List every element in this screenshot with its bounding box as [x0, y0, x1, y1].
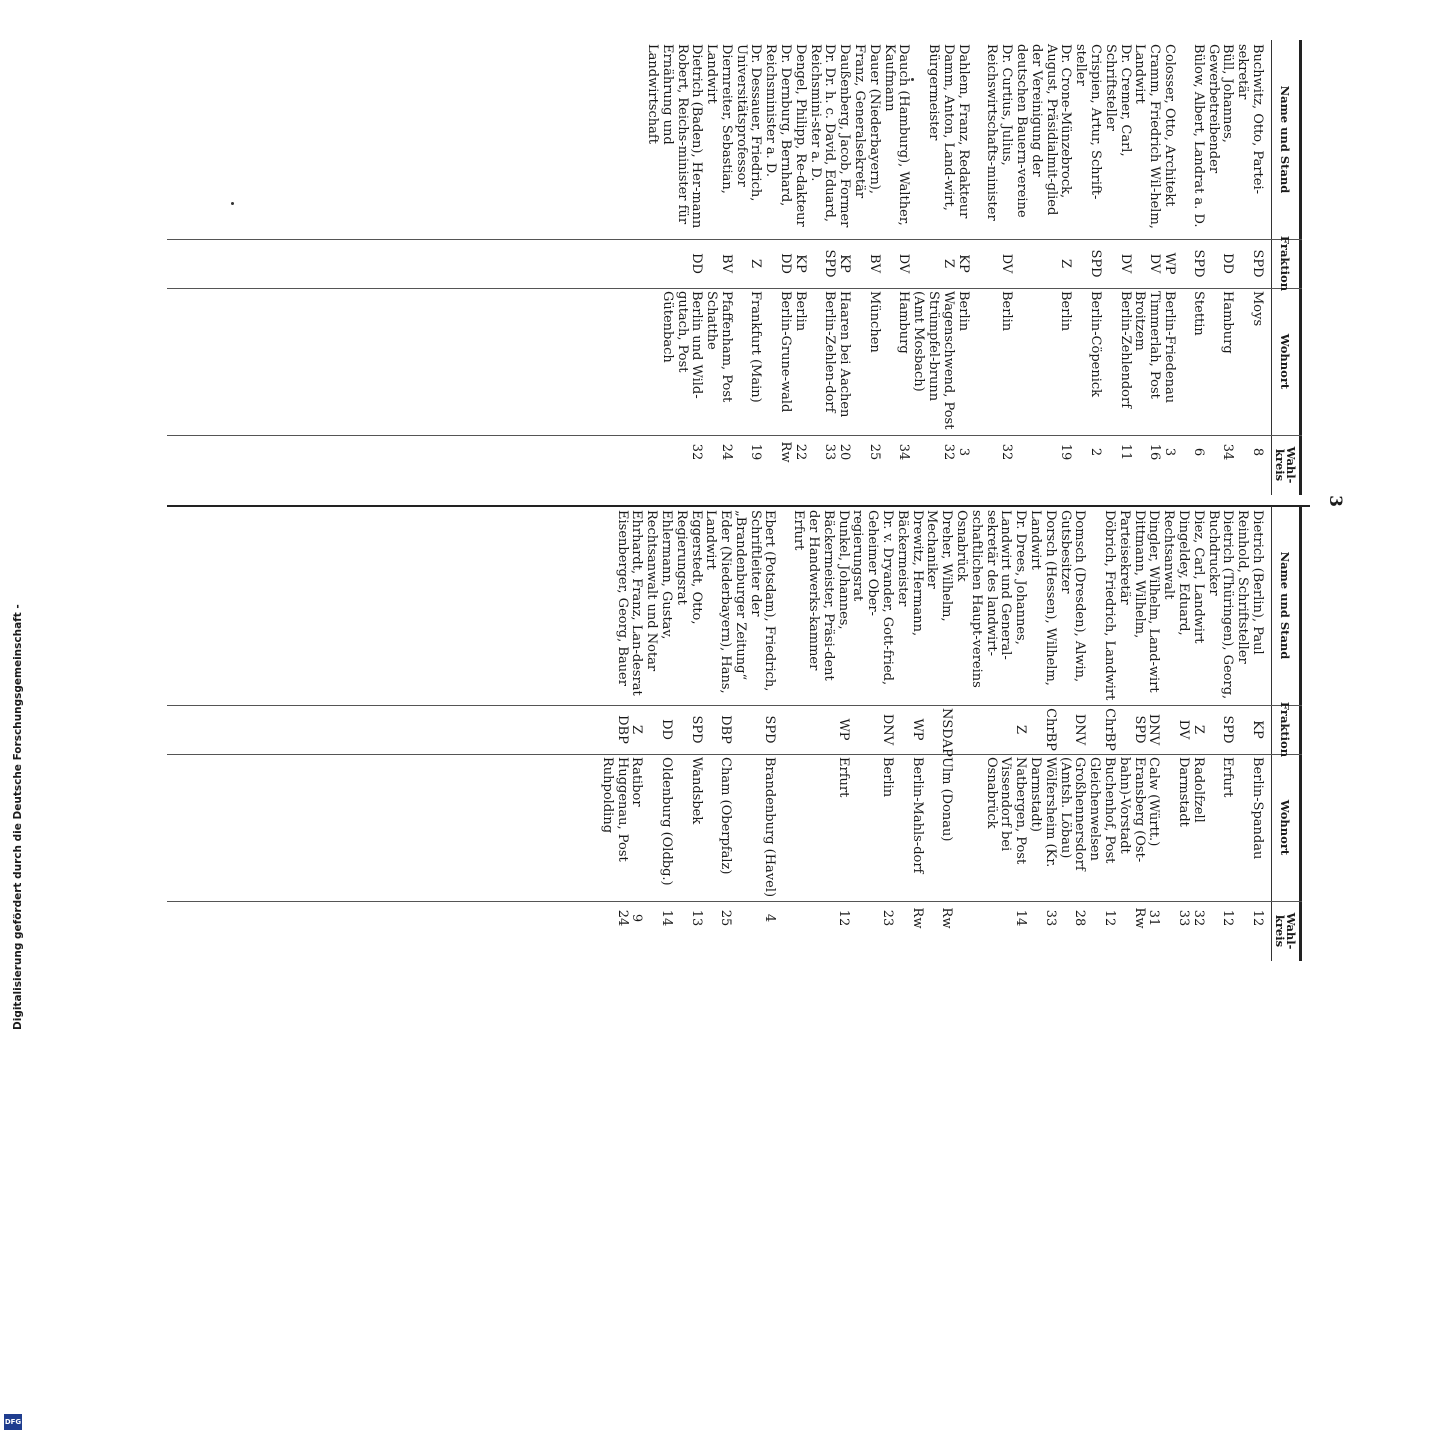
member-fraction: Z [1058, 258, 1074, 269]
table-row [1116, 506, 1146, 961]
table-row [1190, 40, 1205, 495]
member-name: Dreher, Wilhelm, Mechaniker [924, 510, 955, 622]
member-fraction: SPD [822, 249, 838, 278]
rule [1299, 40, 1302, 495]
table-row [1102, 40, 1132, 495]
member-name: Ehrhardt, Franz, Lan-desrat [629, 510, 645, 696]
member-residence: Natbergen, Post Vissendorf bei Osnabrück [983, 757, 1029, 865]
header-constituency: Wahl-kreis [1273, 446, 1298, 484]
table-row [984, 40, 1014, 495]
table-row [910, 40, 954, 495]
member-residence: Erfurt [1220, 757, 1236, 798]
member-fraction: DD [658, 719, 674, 740]
member-fraction: ChrBP [1042, 708, 1058, 751]
member-fraction: KP [792, 254, 808, 273]
member-name: Crispien, Artur, Schrift-steller [1073, 44, 1104, 200]
table-right [167, 506, 1302, 961]
member-name: Ehlermann, Gustav, Rechtsanwalt und Notar [644, 510, 674, 672]
member-constituency: 31 [1146, 909, 1162, 927]
member-residence: Berlin [880, 757, 896, 798]
member-name: Dr. Dr. h. c. David, Eduard, Reichsmini-ster a. D. [807, 44, 838, 222]
member-fraction: Z [629, 724, 645, 735]
table-left [167, 40, 1302, 495]
member-residence: Frankfurt (Main) [748, 291, 764, 403]
member-residence: Berlin-Friedenau [1162, 291, 1178, 404]
table-row [1160, 506, 1190, 961]
member-fraction: DBP [718, 715, 734, 744]
member-residence: Stettin [1190, 291, 1206, 336]
member-fraction: SPD [1131, 715, 1147, 744]
rule [1299, 506, 1302, 961]
member-fraction: DV [1147, 253, 1163, 274]
member-constituency: 8 [1250, 447, 1265, 457]
member-fraction: SPD [1190, 249, 1206, 278]
member-residence: Berlin-Zehlendorf [1117, 291, 1133, 409]
member-fraction: DNV [880, 713, 896, 746]
member-residence: Berlin-Grune-wald [778, 291, 794, 413]
member-constituency: 22 [792, 443, 808, 461]
table-row [732, 506, 776, 961]
table-row [953, 506, 1027, 961]
member-fraction: ChrBP [1102, 708, 1118, 751]
member-constituency: 33 [1042, 909, 1058, 927]
member-constituency: 12 [1102, 909, 1118, 927]
member-name: Dingler, Wilhelm, Land-wirt [1146, 510, 1162, 693]
dfg-logo: DFG [4, 1414, 22, 1430]
header-residence: Wohnort [1278, 799, 1293, 856]
member-fraction: DBP [614, 715, 630, 744]
member-constituency: 34 [1220, 443, 1236, 461]
table-row [1086, 506, 1116, 961]
member-fraction: DV [896, 253, 912, 274]
member-fraction: WP [909, 718, 925, 741]
member-constituency: 33 [1176, 909, 1192, 927]
row-spacer [777, 506, 791, 961]
member-residence: Hamburg [1220, 291, 1236, 354]
member-name: Eisenberger, Georg, Bauer [614, 510, 630, 686]
member-constituency: Rw [909, 907, 925, 929]
member-constituency: 16 [1147, 443, 1163, 461]
member-fraction: DD [1220, 253, 1236, 274]
member-name: Dr. Crone-Münzebrock, August, Präsidialmit-glied der Vereinigung der deutschen Bauern-vereine [1014, 44, 1074, 218]
table-row [599, 506, 629, 961]
table-row [1234, 506, 1264, 961]
member-name: Büll, Johannes, Gewerbetreibender [1205, 44, 1236, 174]
member-name: Buchwitz, Otto, Partei-sekretär [1235, 44, 1265, 194]
member-name: Dr. Drees, Johannes, Landwirt und General-sekretär des landwirt-schaftlichen Haupt-vereins Osnabrück [954, 510, 1029, 688]
table-row [1205, 506, 1235, 961]
member-fraction: DD [689, 253, 705, 274]
table-row [851, 40, 881, 495]
member-name: Domsch (Dresden), Alwin, Gutsbesitzer [1057, 510, 1088, 683]
table-row [850, 506, 894, 961]
member-constituency: 6 [1190, 447, 1206, 457]
member-residence: Berlin-Mahls-dorf [909, 757, 925, 874]
table-row [791, 506, 850, 961]
member-fraction: KP [1250, 720, 1265, 739]
member-name: Dr. Dessauer, Friedrich, Universitätsprofessor [733, 44, 764, 202]
member-fraction: SPD [1088, 249, 1104, 278]
table-row [1057, 506, 1087, 961]
member-name: Dengel, Philipp, Re-dakteur [792, 44, 808, 227]
table-row [703, 40, 733, 495]
member-constituency: 3 [1162, 447, 1178, 457]
member-fraction: WP [1162, 252, 1178, 275]
table-row [1072, 40, 1102, 495]
row-spacer [1176, 40, 1190, 495]
member-residence: Wagenschwend, Post Strümpfel-brunn (Amt Mosbach) [911, 291, 956, 430]
member-name: Dietrich (Baden), Her-mann Robert, Reichs-minister für Ernährung und Landwirtschaft [644, 44, 705, 229]
member-fraction: Z [940, 258, 956, 269]
member-fraction: WP [835, 718, 851, 741]
table-row [733, 40, 763, 495]
member-constituency: Rw [778, 441, 794, 463]
member-name: Dr. Cremer, Carl, Schriftsteller [1102, 44, 1133, 157]
member-fraction: KP [837, 254, 853, 273]
member-residence: Pfaffenham, Post Schatthe [704, 291, 734, 403]
member-name: Dr. v. Dryander, Gott-fried, Geheimer Ober-regierungsrat [850, 510, 896, 686]
page-number: 3 [1325, 495, 1345, 507]
member-constituency: 19 [748, 443, 764, 461]
member-residence: München [866, 291, 882, 353]
member-name: Damm, Anton, Land-wirt, Bürgermeister [926, 44, 956, 211]
member-name: Colosser, Otto, Architekt [1162, 44, 1178, 207]
member-name: Diernreiter, Sebastian, Landwirt [704, 44, 734, 194]
member-constituency: 24 [718, 443, 734, 461]
table-row [1013, 40, 1072, 495]
member-residence: Huggenau, Post Ruhpolding [599, 757, 630, 862]
member-name: Döbrich, Friedrich, Landwirt [1102, 510, 1118, 701]
member-residence: Timmerlah, Post Broitzem [1132, 291, 1163, 399]
member-name: Dittmann, Wilhelm, Parteisekretär [1116, 510, 1147, 639]
member-residence: Wölfersheim (Kr. Darmstadt) [1028, 757, 1058, 868]
member-constituency: 28 [1072, 909, 1088, 927]
member-fraction: SPD [1250, 249, 1265, 278]
member-residence: Berlin und Wild-gutach, Post Gütenbach [659, 291, 705, 399]
member-name: Daußenberg, Jacob, Former [837, 44, 853, 228]
table-row [792, 40, 807, 495]
member-constituency: 3 [955, 447, 971, 457]
table-row [763, 40, 793, 495]
member-residence: Großhennersdorf (Amtsh. Löbau) [1057, 757, 1088, 871]
member-constituency: 4 [762, 913, 778, 923]
member-constituency: 32 [689, 443, 705, 461]
member-constituency: 23 [880, 909, 896, 927]
table-row [1132, 40, 1162, 495]
member-fraction: DD [778, 253, 794, 274]
member-fraction: Z [1190, 724, 1206, 735]
table-row [1190, 506, 1205, 961]
member-residence: Wandsbek [688, 757, 704, 825]
member-name: Diez, Carl, Landwirt [1190, 510, 1206, 644]
rows-right [599, 506, 1264, 961]
table-row [836, 40, 851, 495]
table-row [955, 40, 970, 495]
member-constituency: 11 [1117, 443, 1133, 461]
member-constituency: 14 [1013, 909, 1029, 927]
member-residence: Berlin [999, 291, 1015, 332]
member-name: Ebert (Potsdam), Friedrich, Schriftleiter der „Brandenburger Zeitung“ [732, 510, 778, 692]
member-constituency: 9 [629, 913, 645, 923]
member-fraction: DV [999, 253, 1015, 274]
member-constituency: 13 [688, 909, 704, 927]
member-constituency: 33 [822, 443, 838, 461]
member-name: Dahlem, Franz, Redakteur [955, 44, 971, 219]
digitization-credit: Digitalisierung gefördert durch die Deutsche Forschungsgemeinschaft - [12, 604, 24, 1030]
member-fraction: BV [718, 254, 734, 273]
member-name: Dauer (Niederbayern), Franz, Generalsekretär [852, 44, 882, 199]
member-constituency: 25 [866, 443, 882, 461]
member-fraction: DV [1176, 719, 1192, 740]
table-row [1027, 506, 1057, 961]
member-constituency: 2 [1088, 447, 1104, 457]
member-constituency: 20 [837, 443, 853, 461]
member-fraction: BV [866, 254, 882, 273]
member-fraction: Z [1013, 724, 1029, 735]
table-row [629, 506, 644, 961]
member-constituency: Rw [1131, 907, 1147, 929]
member-fraction: SPD [1220, 715, 1236, 744]
member-name: Dietrich (Berlin), Paul Reinhold, Schriftsteller [1235, 510, 1265, 664]
member-constituency: 32 [940, 443, 956, 461]
member-fraction: KP [955, 254, 971, 273]
scan-speck [231, 202, 234, 205]
member-residence: Darmstadt [1176, 757, 1192, 827]
member-residence: Haaren bei Aachen [837, 291, 853, 418]
scan-speck [911, 78, 914, 81]
member-name: Dr. Curtius, Julius, Reichswirtschafts-minister [984, 44, 1015, 221]
member-name: Eggerstedt, Otto, Regierungsrat [673, 510, 704, 625]
header-name: Name und Stand [1278, 551, 1293, 660]
member-fraction: DNV [1072, 713, 1088, 746]
member-constituency: 34 [896, 443, 912, 461]
member-name: Cramm, Friedrich Wil-helm, Landwirt [1132, 44, 1163, 229]
member-constituency: 12 [1250, 909, 1265, 927]
member-fraction: Z [748, 258, 764, 269]
table-row [643, 506, 673, 961]
rows-left [644, 40, 1264, 495]
table-row [703, 506, 733, 961]
member-residence: Berlin-Cöpenick [1088, 291, 1104, 398]
member-residence: Berlin [955, 291, 971, 332]
member-name: Dingeldey, Eduard, Rechtsanwalt [1161, 510, 1192, 636]
member-residence: Berlin [1058, 291, 1074, 332]
member-fraction: SPD [762, 715, 778, 744]
table-row [1205, 40, 1235, 495]
member-residence: Ratibor [629, 757, 645, 807]
member-constituency: 12 [835, 909, 851, 927]
member-constituency: 24 [614, 909, 630, 927]
member-name: Dr. Dernburg, Bernhard, Reichsminister a. D. [763, 44, 794, 207]
member-name: Drewitz, Hermann, Bäckermeister [894, 510, 925, 637]
table-row [807, 40, 837, 495]
header-residence: Wohnort [1278, 333, 1293, 390]
table-row [924, 506, 954, 961]
member-residence: Cham (Oberpfalz) [718, 757, 734, 875]
member-name: Bülow, Albert, Landrat a. D. [1190, 44, 1206, 228]
member-residence: Brandenburg (Havel) [762, 757, 778, 898]
table-row [881, 40, 911, 495]
member-residence: Radolfzell [1190, 757, 1206, 823]
header-fraction: Fraktion [1278, 235, 1293, 292]
member-constituency: 19 [1058, 443, 1074, 461]
member-residence: Moys [1250, 291, 1265, 327]
member-constituency: 25 [718, 909, 734, 927]
member-name: Dunkel, Johannes, Bäckermeister, Präsi-dent der Handwerks-kammer Erfurt [791, 510, 851, 681]
header-constituency: Wahl-kreis [1273, 912, 1298, 950]
member-name: Dietrich (Thüringen), Georg, Buchdrucker [1205, 510, 1236, 700]
member-fraction: SPD [688, 715, 704, 744]
member-residence: Hamburg [896, 291, 912, 354]
header-fraction: Fraktion [1278, 701, 1293, 758]
member-residence: Ulm (Donau) [939, 757, 955, 842]
table-row [894, 506, 924, 961]
member-residence: Berlin-Spandau [1250, 757, 1265, 860]
member-constituency: 32 [1190, 909, 1206, 927]
member-constituency: 32 [999, 443, 1015, 461]
member-fraction: DNV [1146, 713, 1162, 746]
table-row [644, 40, 703, 495]
member-residence: Calw (Württ.) [1146, 757, 1162, 847]
member-residence: Erfurt [835, 757, 851, 798]
member-fraction: NSDAP [939, 708, 955, 757]
member-residence: Buchenhof, Post Gleichenwelsen [1087, 757, 1118, 864]
table-row [1234, 40, 1264, 495]
member-residence: Berlin [792, 291, 808, 332]
member-residence: Berlin-Zehlen-dorf [822, 291, 838, 413]
table-row [1161, 40, 1176, 495]
member-name: Dauch (Hamburg), Walther, Kaufmann [881, 44, 912, 226]
member-constituency: 14 [658, 909, 674, 927]
header-name: Name und Stand [1278, 85, 1293, 194]
table-row [1146, 506, 1161, 961]
member-residence: Eransberg (Ost-bahn)-Vorstadt [1116, 757, 1147, 863]
member-name: Eder (Niederbayern), Hans, Landwirt [703, 510, 734, 694]
member-residence: Oldenburg (Oldbg.) [658, 757, 674, 886]
member-fraction: DV [1117, 253, 1133, 274]
member-constituency: Rw [939, 907, 955, 929]
table-row [673, 506, 703, 961]
member-name: Dorsch (Hessen), Wilhelm, Landwirt [1028, 510, 1058, 686]
member-constituency: 12 [1220, 909, 1236, 927]
row-spacer [970, 40, 984, 495]
